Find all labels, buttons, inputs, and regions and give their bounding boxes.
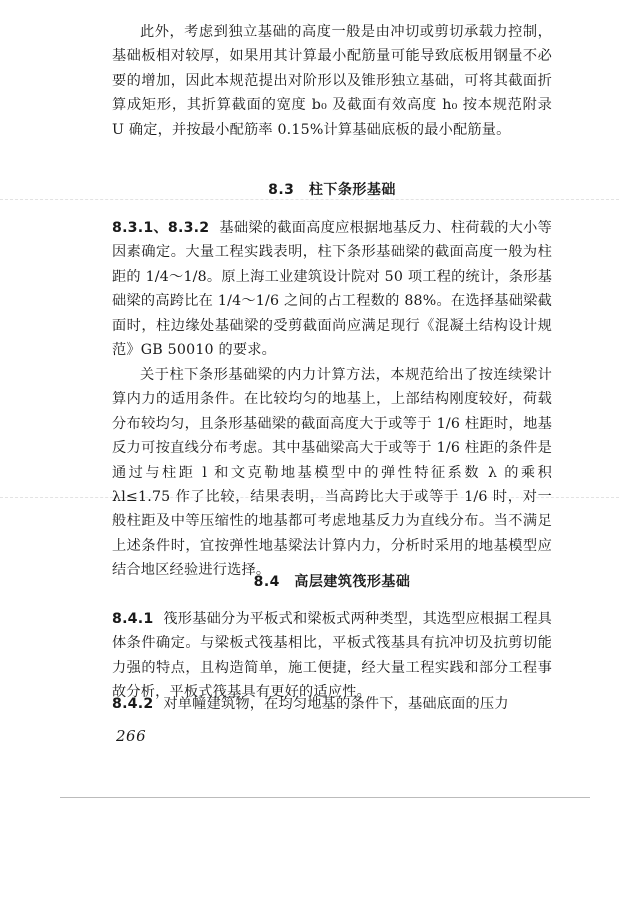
- clause-8-4-1: [112, 607, 552, 705]
- clause-text: 对单幢建筑物，在均匀地基的条件下，基础底面的压力: [163, 696, 509, 712]
- clause-8-4-2: [112, 692, 552, 716]
- clause-number: 8.4.2: [112, 696, 154, 712]
- clause-number: 8.3.1、8.3.2: [112, 220, 210, 236]
- paragraph-internal-force: 关于柱下条形基础梁的内力计算方法，本规范给出了按连续梁计算内力的适用条件。在比较均匀的地基上，上部结构刚度较好，荷载分布较均匀，且条形基础梁的截面高度大于或等于 1/6 柱距时，地基反力可按直线分布考虑。其中基础梁高大于或等于 1/6 柱距的条件是通过与柱距 l 和文克勒地基模型中的弹性特征系数 λ 的乘积 λl≤1.75 作了比较，结果表明，当高跨比大于或等于 1/6 时，对一般柱距及中等压缩性的地基都可考虑地基反力为直线分布。当不满足上述条件时，宜按弹性地基梁法计算内力，分析时采用的地基模型应结合地区经验进行选择。: [112, 367, 552, 579]
- page-number: 266: [116, 727, 147, 745]
- clause-8-3-1: [112, 216, 552, 362]
- bottom-rule: [60, 797, 590, 798]
- clause-text: 基础梁的截面高度应根据地基反力、柱荷载的大小等因素确定。大量工程实践表明，柱下条形基础梁的截面高度一般为柱距的 1/4～1/8。原上海工业建筑设计院对 50 项工程的统计，条形基础梁的高跨比在 1/4～1/6 之间的占工程数的 88%。在选择基础梁截面时，柱边缘处基础梁的受剪截面尚应满足现行《混凝土结构设计规范》GB 50010 的要求。: [112, 220, 552, 359]
- section-heading-8-4: 8.4 高层建筑筏形基础: [253, 574, 411, 590]
- clause-number: 8.4.1: [112, 611, 154, 627]
- clause-text: 筏形基础分为平板式和梁板式两种类型，其选型应根据工程具体条件确定。与梁板式筏基相比，平板式筏基具有抗冲切及抗剪切能力强的特点，且构造简单，施工便捷，经大量工程实践和部分工程事故分析，平板式筏基具有更好的适应性。: [112, 611, 552, 701]
- section-heading-8-3: 8.3 柱下条形基础: [268, 182, 396, 198]
- intro-paragraph: 此外，考虑到独立基础的高度一般是由冲切或剪切承载力控制，基础板相对较厚，如果用其计算最小配筋量可能导致底板用钢量不必要的增加，因此本规范提出对阶形以及锥形独立基础，可将其截面折算成矩形，其折算截面的宽度 b₀ 及截面有效高度 h₀ 按本规范附录 U 确定，并按最小配筋率 0.15%计算基础底板的最小配筋量。: [112, 24, 552, 138]
